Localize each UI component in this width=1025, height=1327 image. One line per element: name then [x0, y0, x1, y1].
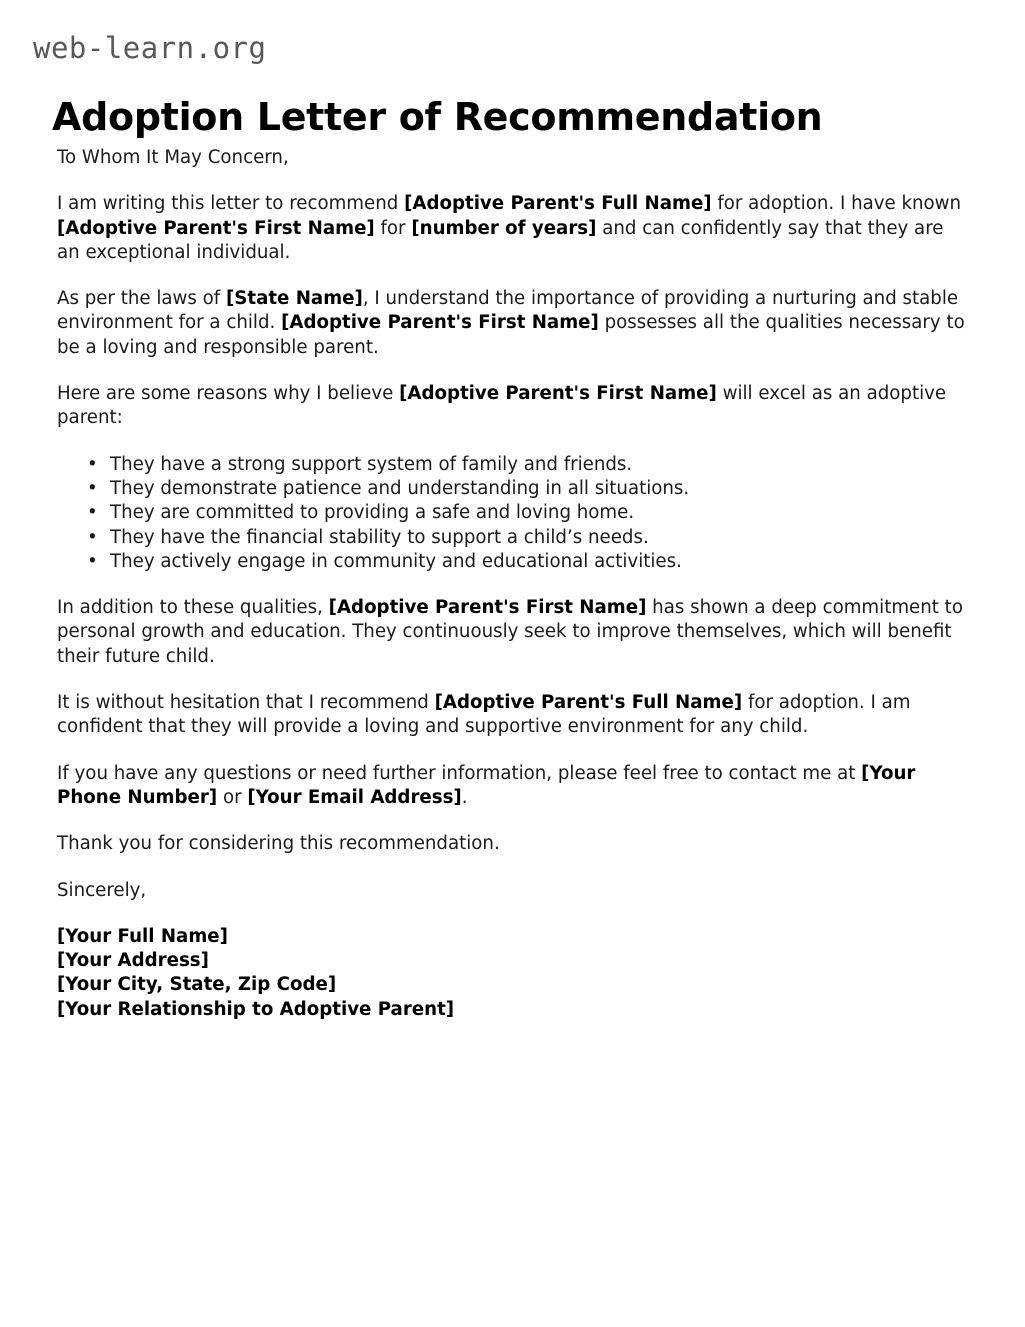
- text-fragment: Here are some reasons why I believe: [57, 383, 400, 405]
- text-fragment: or: [217, 786, 248, 808]
- text-fragment: I am writing this letter to recommend: [57, 193, 405, 215]
- text-fragment: In addition to these qualities,: [57, 597, 329, 619]
- paragraph-introduction: [57, 192, 969, 265]
- paragraph-thanks: Thank you for considering this recommendation.: [57, 833, 500, 855]
- placeholder-adoptive-parent-full-name: [Adoptive Parent's Full Name]: [404, 193, 712, 215]
- placeholder-your-phone-number: [Your Phone Number]: [57, 762, 916, 808]
- signature-relationship: [Your Relationship to Adoptive Parent]: [57, 998, 455, 1020]
- text-fragment: As per the laws of: [57, 288, 226, 310]
- closing-salutation: Sincerely,: [57, 879, 147, 901]
- text-fragment: for adoption. I am confident that they will provide a loving and supportive environment for any child.: [57, 692, 911, 738]
- letter-content: [57, 146, 969, 1022]
- signature-block: [57, 925, 969, 1022]
- paragraph-personal-growth: [57, 596, 969, 669]
- text-fragment: .: [461, 786, 468, 808]
- paragraph-contact-info: [57, 762, 969, 811]
- signature-city-state-zip: [Your City, State, Zip Code]: [57, 974, 337, 996]
- paragraph-reasons-intro: [57, 382, 969, 431]
- placeholder-state-name: [State Name]: [225, 288, 363, 310]
- text-fragment: , I understand the importance of providing a nurturing and stable environment for a child.: [57, 288, 959, 334]
- text-fragment: It is without hesitation that I recommend: [57, 692, 435, 714]
- text-fragment: for adoption. I have known: [711, 193, 962, 215]
- list-item: • They have a strong support system of family and friends.: [57, 453, 969, 477]
- placeholder-adoptive-parent-first-name: [Adoptive Parent's First Name]: [57, 217, 375, 239]
- placeholder-adoptive-parent-full-name: [Adoptive Parent's Full Name]: [434, 692, 743, 714]
- text-fragment: for: [374, 217, 412, 239]
- text-fragment: and can confidently say that they are an exceptional individual.: [57, 217, 944, 263]
- text-fragment: will excel as an adoptive parent:: [57, 383, 947, 429]
- placeholder-your-email-address: [Your Email Address]: [247, 786, 462, 808]
- list-item: • They demonstrate patience and understanding in all situations.: [57, 477, 969, 501]
- text-fragment: has shown a deep commitment to personal growth and education. They continuously seek to improve themselves, which will benefit their future child.: [57, 597, 963, 667]
- salutation: To Whom It May Concern,: [57, 147, 289, 168]
- signature-address: [Your Address]: [57, 950, 209, 972]
- list-item: • They actively engage in community and educational activities.: [57, 550, 969, 574]
- text-fragment: If you have any questions or need further information, please feel free to contact me at: [57, 762, 862, 784]
- page-title: Adoption Letter of Recommendation: [52, 95, 823, 140]
- placeholder-adoptive-parent-first-name: [Adoptive Parent's First Name]: [281, 312, 599, 334]
- paragraph-recommendation: [57, 691, 969, 740]
- text-fragment: possesses all the qualities necessary to be a loving and responsible parent.: [57, 312, 965, 358]
- placeholder-adoptive-parent-first-name: [Adoptive Parent's First Name]: [399, 383, 717, 405]
- site-watermark: web-learn.org: [33, 31, 267, 65]
- list-item: • They have the financial stability to support a child’s needs.: [57, 526, 969, 550]
- placeholder-number-of-years: [number of years]: [411, 217, 597, 239]
- reasons-list: [57, 453, 969, 574]
- placeholder-adoptive-parent-first-name: [Adoptive Parent's First Name]: [328, 597, 647, 619]
- paragraph-state-laws: [57, 287, 969, 360]
- signature-full-name: [Your Full Name]: [57, 925, 228, 947]
- list-item: • They are committed to providing a safe and loving home.: [57, 501, 969, 525]
